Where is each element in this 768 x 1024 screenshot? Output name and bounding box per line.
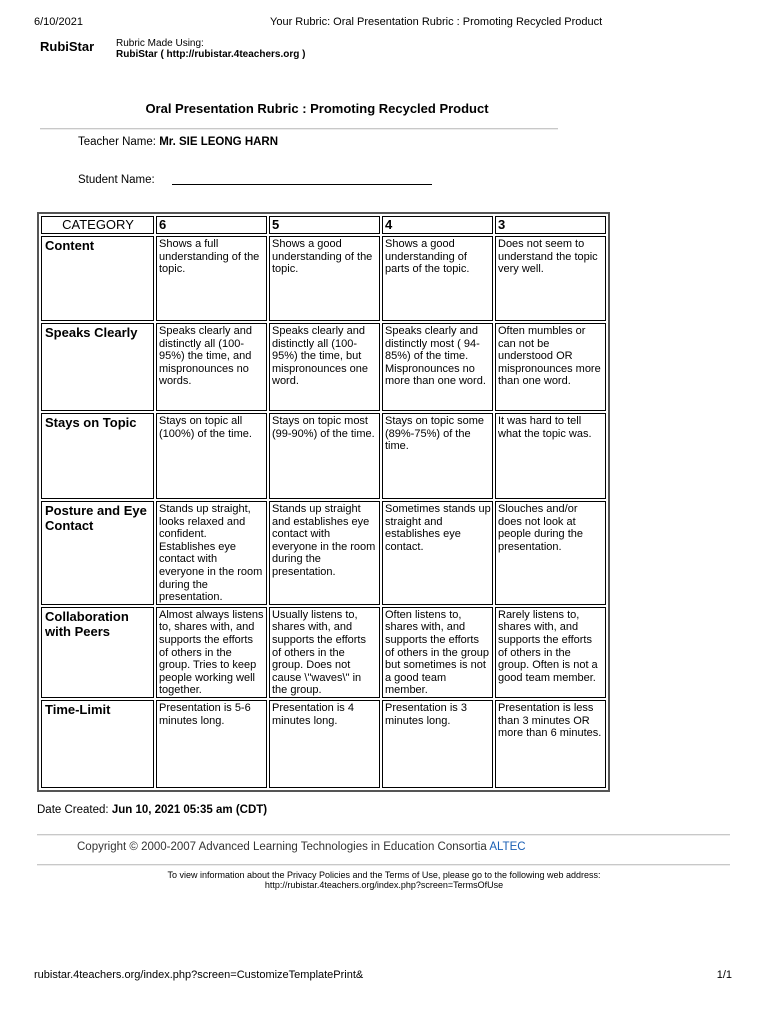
criteria-cell: Often mumbles or can not be understood OR mispronounces more than one word. (495, 323, 606, 411)
date-created-label: Date Created: (37, 804, 109, 816)
criteria-cell: Sometimes stands up straight and establishes eye contact. (382, 501, 493, 605)
criteria-cell: Stands up straight, looks relaxed and confident. Establishes eye contact with everyone in the room during the presentation. (156, 501, 267, 605)
category-cell: Speaks Clearly (41, 323, 154, 411)
table-row (41, 236, 606, 321)
criteria-cell: Stays on topic all (100%) of the time. (156, 413, 267, 499)
criteria-cell: Speaks clearly and distinctly all (100-95%) the time, and mispronounces no words. (156, 323, 267, 411)
rubistar-logo: RubiStar (40, 39, 95, 54)
header-score-3: 3 (495, 216, 606, 234)
terms-of-use-url[interactable]: http://rubistar.4teachers.org/index.php?screen=TermsOfUse (264, 880, 504, 890)
category-cell: Stays on Topic (41, 413, 154, 499)
print-date: 6/10/2021 (34, 16, 83, 28)
table-row (41, 323, 606, 411)
student-name-blank-line (172, 184, 432, 185)
print-page-title: Your Rubric: Oral Presentation Rubric : Promoting Recycled Product (270, 16, 603, 28)
divider (37, 834, 730, 836)
student-name-label: Student Name: (78, 174, 155, 186)
category-cell: Posture and Eye Contact (41, 501, 154, 605)
category-cell: Time-Limit (41, 700, 154, 788)
copyright-notice (77, 841, 526, 853)
criteria-cell: Stays on topic most (99-90%) of the time. (269, 413, 380, 499)
date-created-value: Jun 10, 2021 05:35 am (CDT) (111, 804, 268, 816)
table-header-row (41, 216, 606, 234)
criteria-cell: Does not seem to understand the topic very well. (495, 236, 606, 321)
header-category: CATEGORY (41, 216, 154, 234)
criteria-cell: Usually listens to, shares with, and supports the efforts of others in the group. Does not cause \"waves\" in the group. (269, 607, 380, 698)
print-url: rubistar.4teachers.org/index.php?screen=CustomizeTemplatePrint& (34, 969, 364, 981)
made-using-note (116, 38, 305, 60)
criteria-cell: Shows a full understanding of the topic. (156, 236, 267, 321)
criteria-cell: Shows a good understanding of the topic. (269, 236, 380, 321)
criteria-cell: Almost always listens to, shares with, and supports the efforts of others in the group. Tries to keep people working well together. (156, 607, 267, 698)
teacher-name-row (78, 136, 278, 148)
rubric-title: Oral Presentation Rubric : Promoting Recycled Product (145, 101, 489, 116)
category-cell: Content (41, 236, 154, 321)
altec-link[interactable]: ALTEC (489, 841, 526, 853)
teacher-name-value: Mr. SIE LEONG HARN (159, 136, 279, 148)
criteria-cell: Rarely listens to, shares with, and supports the efforts of others in the group. Often is not a good team member. (495, 607, 606, 698)
category-cell: Collaboration with Peers (41, 607, 154, 698)
criteria-cell: Presentation is less than 3 minutes OR more than 6 minutes. (495, 700, 606, 788)
made-using-label: Rubric Made Using: (116, 38, 204, 49)
table-row (41, 501, 606, 605)
page-number: 1/1 (716, 969, 732, 981)
date-created-row (37, 804, 267, 816)
criteria-cell: Presentation is 3 minutes long. (382, 700, 493, 788)
criteria-cell: Slouches and/or does not look at people during the presentation. (495, 501, 606, 605)
rubric-table (37, 212, 610, 792)
header-score-4: 4 (382, 216, 493, 234)
copyright-text: Copyright © 2000-2007 Advanced Learning Technologies in Education Consortia (77, 841, 487, 853)
criteria-cell: Presentation is 5-6 minutes long. (156, 700, 267, 788)
table-row (41, 413, 606, 499)
table-row (41, 607, 606, 698)
divider (40, 128, 558, 130)
privacy-text: To view information about the Privacy Policies and the Terms of Use, please go to the following web address: (167, 870, 601, 880)
criteria-cell: It was hard to tell what the topic was. (495, 413, 606, 499)
rubistar-link[interactable]: RubiStar ( http://rubistar.4teachers.org ) (116, 49, 306, 60)
table-row (41, 700, 606, 788)
header-score-5: 5 (269, 216, 380, 234)
criteria-cell: Shows a good understanding of parts of the topic. (382, 236, 493, 321)
criteria-cell: Speaks clearly and distinctly all (100-95%) the time, but mispronounces one word. (269, 323, 380, 411)
criteria-cell: Often listens to, shares with, and supports the efforts of others in the group but sometimes is not a good team member. (382, 607, 493, 698)
divider (37, 864, 730, 866)
privacy-notice (0, 870, 768, 890)
header-score-6: 6 (156, 216, 267, 234)
criteria-cell: Speaks clearly and distinctly most ( 94-85%) of the time. Mispronounces no more than one word. (382, 323, 493, 411)
criteria-cell: Presentation is 4 minutes long. (269, 700, 380, 788)
criteria-cell: Stands up straight and establishes eye contact with everyone in the room during the presentation. (269, 501, 380, 605)
criteria-cell: Stays on topic some (89%-75%) of the time. (382, 413, 493, 499)
teacher-name-label: Teacher Name: (78, 136, 156, 148)
